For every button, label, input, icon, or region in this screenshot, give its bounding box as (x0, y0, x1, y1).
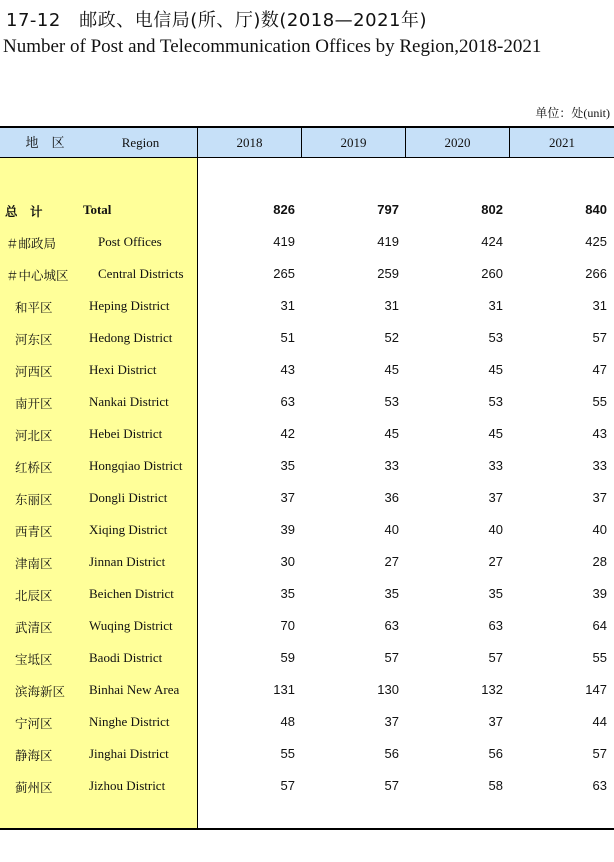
region-name-cn: 滨海新区 (15, 684, 66, 699)
region-name-cn: 东丽区 (15, 492, 53, 507)
value-2021: 44 (592, 714, 607, 729)
page-subtitle: Number of Post and Telecommunication Offices by Region,2018-2021 (3, 36, 542, 57)
value-2019: 419 (377, 234, 399, 249)
value-2021: 147 (585, 682, 607, 697)
value-2021: 64 (592, 618, 607, 633)
value-2020: 56 (488, 746, 503, 761)
value-2019: 37 (384, 714, 399, 729)
data-table (0, 126, 614, 830)
value-2021: 55 (592, 394, 607, 409)
region-name-cn: 蓟州区 (15, 780, 53, 795)
region-name-en: Post Offices (98, 234, 162, 249)
region-name-en: Hedong District (89, 330, 173, 345)
value-2020: 57 (488, 650, 503, 665)
value-2018: 265 (273, 266, 295, 281)
value-2021: 33 (592, 458, 607, 473)
value-2020: 37 (488, 714, 503, 729)
value-2018: 35 (280, 586, 295, 601)
value-2018: 419 (273, 234, 295, 249)
region-name-cn: 和平区 (15, 300, 53, 315)
region-name-cn: 总 计 (5, 204, 43, 219)
region-name-en: Ninghe District (89, 714, 170, 729)
header-year-2018: 2018 (236, 135, 263, 150)
value-2019: 56 (384, 746, 399, 761)
table-row (0, 450, 614, 482)
value-2019: 33 (384, 458, 399, 473)
value-2019: 52 (384, 330, 399, 345)
table-row (0, 674, 614, 706)
value-2021: 840 (585, 202, 607, 217)
value-2018: 43 (280, 362, 295, 377)
region-name-cn: ＃中心城区 (6, 268, 69, 283)
value-2021: 47 (592, 362, 607, 377)
value-2019: 259 (377, 266, 399, 281)
region-name-en: Jinghai District (89, 746, 169, 761)
value-2020: 58 (488, 778, 503, 793)
region-name-cn: ＃邮政局 (6, 236, 57, 251)
value-2020: 802 (481, 202, 503, 217)
value-2018: 131 (273, 682, 295, 697)
table-row (0, 322, 614, 354)
value-2019: 45 (384, 426, 399, 441)
value-2020: 45 (488, 426, 503, 441)
region-name-en: Jinnan District (89, 554, 166, 569)
table-row (0, 770, 614, 802)
value-2021: 57 (592, 746, 607, 761)
value-2020: 53 (488, 394, 503, 409)
value-2020: 132 (481, 682, 503, 697)
unit-label: 单位：处(unit) (535, 106, 610, 120)
value-2021: 425 (585, 234, 607, 249)
table-row (0, 258, 614, 290)
value-2021: 40 (592, 522, 607, 537)
table-row (0, 226, 614, 258)
value-2019: 31 (384, 298, 399, 313)
value-2020: 35 (488, 586, 503, 601)
value-2020: 53 (488, 330, 503, 345)
value-2018: 39 (280, 522, 295, 537)
value-2019: 35 (384, 586, 399, 601)
region-name-cn: 宝坻区 (15, 652, 53, 667)
value-2018: 57 (280, 778, 295, 793)
region-name-en: Beichen District (89, 586, 174, 601)
table-row (0, 482, 614, 514)
region-name-en: Hongqiao District (89, 458, 183, 473)
value-2021: 55 (592, 650, 607, 665)
value-2019: 45 (384, 362, 399, 377)
header-year-2021: 2021 (549, 135, 575, 150)
value-2018: 31 (280, 298, 295, 313)
region-name-cn: 武清区 (15, 620, 53, 635)
value-2018: 42 (280, 426, 295, 441)
region-name-en: Binhai New Area (89, 682, 180, 697)
value-2018: 30 (280, 554, 295, 569)
table-row (0, 514, 614, 546)
region-name-cn: 河北区 (15, 428, 53, 443)
value-2018: 59 (280, 650, 295, 665)
value-2019: 36 (384, 490, 399, 505)
value-2020: 33 (488, 458, 503, 473)
value-2021: 31 (592, 298, 607, 313)
table-row (0, 738, 614, 770)
value-2018: 826 (273, 202, 295, 217)
value-2021: 28 (592, 554, 607, 569)
region-name-en: Dongli District (89, 490, 168, 505)
region-name-cn: 河东区 (15, 332, 53, 347)
value-2018: 70 (280, 618, 295, 633)
table-row (0, 642, 614, 674)
region-name-cn: 南开区 (15, 396, 53, 411)
region-name-cn: 宁河区 (15, 716, 53, 731)
region-name-cn: 红桥区 (15, 460, 53, 475)
value-2021: 37 (592, 490, 607, 505)
table-row (0, 194, 614, 226)
value-2019: 57 (384, 650, 399, 665)
value-2021: 57 (592, 330, 607, 345)
table-row (0, 386, 614, 418)
table-row (0, 578, 614, 610)
value-2020: 260 (481, 266, 503, 281)
header-year-2020: 2020 (444, 135, 471, 150)
value-2019: 53 (384, 394, 399, 409)
value-2020: 63 (488, 618, 503, 633)
region-name-en: Hebei District (89, 426, 163, 441)
value-2019: 57 (384, 778, 399, 793)
table-row (0, 546, 614, 578)
value-2021: 266 (585, 266, 607, 281)
value-2021: 63 (592, 778, 607, 793)
region-name-en: Central Districts (98, 266, 184, 281)
table-row (0, 706, 614, 738)
value-2020: 37 (488, 490, 503, 505)
region-name-cn: 西青区 (15, 524, 53, 539)
value-2018: 37 (280, 490, 295, 505)
header-year-2019: 2019 (340, 135, 367, 150)
table-row (0, 290, 614, 322)
region-name-en: Total (83, 202, 112, 217)
value-2018: 63 (280, 394, 295, 409)
value-2020: 424 (481, 234, 503, 249)
value-2021: 39 (592, 586, 607, 601)
region-name-en: Heping District (89, 298, 170, 313)
value-2018: 51 (280, 330, 295, 345)
value-2019: 797 (377, 202, 399, 217)
page-title: 17-12 邮政、电信局(所、厅)数(2018—2021年) (6, 10, 428, 31)
table-row (0, 610, 614, 642)
region-name-en: Nankai District (89, 394, 169, 409)
region-name-en: Xiqing District (89, 522, 168, 537)
value-2020: 40 (488, 522, 503, 537)
region-name-cn: 静海区 (15, 748, 53, 763)
value-2019: 63 (384, 618, 399, 633)
table-header (0, 128, 614, 158)
value-2020: 31 (488, 298, 503, 313)
region-name-en: Wuqing District (89, 618, 173, 633)
region-name-cn: 河西区 (15, 364, 53, 379)
value-2018: 55 (280, 746, 295, 761)
value-2020: 45 (488, 362, 503, 377)
table-row (0, 354, 614, 386)
value-2019: 40 (384, 522, 399, 537)
table-row (0, 418, 614, 450)
header-region-cn: 地 区 (25, 135, 65, 150)
value-2020: 27 (488, 554, 503, 569)
region-name-en: Hexi District (89, 362, 157, 377)
region-name-en: Jizhou District (89, 778, 166, 793)
value-2019: 27 (384, 554, 399, 569)
value-2018: 35 (280, 458, 295, 473)
value-2021: 43 (592, 426, 607, 441)
region-name-en: Baodi District (89, 650, 163, 665)
value-2018: 48 (280, 714, 295, 729)
value-2019: 130 (377, 682, 399, 697)
header-region-en: Region (121, 135, 160, 150)
region-name-cn: 津南区 (15, 556, 53, 571)
region-name-cn: 北辰区 (15, 588, 53, 603)
